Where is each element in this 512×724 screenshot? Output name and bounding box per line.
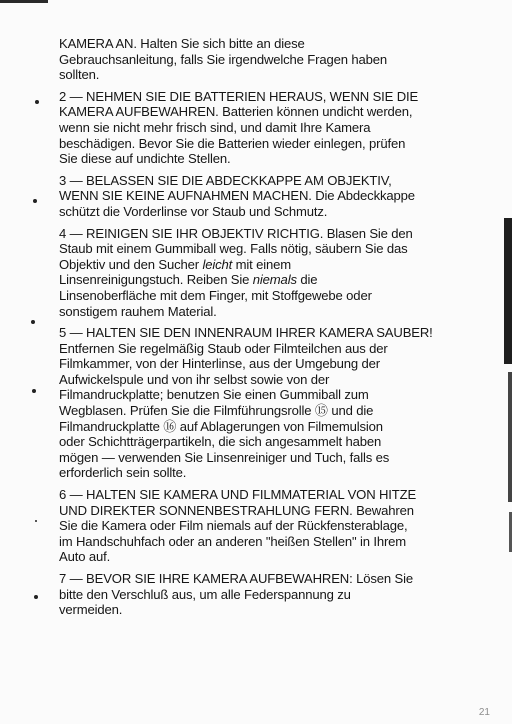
text-line: Sie diese auf undichte Stellen. [59, 151, 231, 167]
text-line: 3 — BELASSEN SIE DIE ABDECKKAPPE AM OBJEKTIV, [59, 172, 392, 188]
text-line: beschädigen. Bevor Sie die Batterien wieder einlegen, prüfen [59, 135, 406, 151]
text-line [59, 257, 491, 273]
paragraph-4-clean-lens [59, 226, 491, 320]
text-line [59, 272, 491, 288]
text-line: vermeiden. [59, 602, 123, 618]
paragraph-intro-continued [59, 36, 491, 83]
text-line: Wegblasen. Prüfen Sie die Filmführungsrolle ⑮ und die [59, 403, 374, 419]
scan-binding-edge [508, 372, 512, 502]
margin-dot [32, 389, 36, 393]
text-run: Linsenreinigungstuch. Reiben Sie [59, 272, 253, 288]
text-line: 5 — HALTEN SIE DEN INNENRAUM IHRER KAMERA SAUBER! [59, 325, 433, 341]
text-line: schützt die Vorderlinse vor Staub und Schmutz. [59, 203, 328, 219]
text-line: 2 — NEHMEN SIE DIE BATTERIEN HERAUS, WENN SIE DIE [59, 88, 419, 104]
margin-dot [35, 100, 39, 104]
text-line: WENN SIE KEINE AUFNAHMEN MACHEN. Die Abdeckkappe [59, 188, 415, 204]
text-line: sollten. [59, 67, 100, 83]
text-line: sonstigem rauhem Material. [59, 303, 217, 319]
emphasis-niemals: niemals [252, 272, 297, 288]
text-line: erforderlich sein sollte. [59, 465, 187, 481]
manual-text-column [59, 36, 491, 618]
scan-edge-mark [0, 0, 48, 3]
text-line: Staub mit einem Gummiball weg. Falls nötig, säubern Sie das [59, 241, 408, 257]
text-line: Entfernen Sie regelmäßig Staub oder Filmteilchen aus der [59, 340, 388, 356]
text-run: Objektiv und den Sucher [59, 256, 203, 272]
text-line: mögen — verwenden Sie Linsenreiniger und Tuch, falls es [59, 449, 390, 465]
paragraph-7-storage [59, 571, 491, 618]
text-line: Filmandruckplatte; benutzen Sie einen Gummiball zum [59, 387, 369, 403]
margin-dot [31, 320, 35, 324]
text-line: UND DIREKTER SONNENBESTRAHLUNG FERN. Bewahren [59, 502, 414, 518]
text-run: mit einem [232, 256, 292, 272]
text-line: Filmandruckplatte ⑯ auf Ablagerungen von Filmemulsion [59, 418, 383, 434]
text-line: Gebrauchsanleitung, falls Sie irgendwelche Fragen haben [59, 51, 388, 67]
text-line: oder Schichtträgerpartikeln, die sich angesammelt haben [59, 434, 382, 450]
text-line: Filmkammer, von der Hinterlinse, aus der Umgebung der [59, 356, 380, 372]
margin-dot [34, 595, 38, 599]
margin-dot [33, 199, 37, 203]
text-line: wenn sie nicht mehr frisch sind, und damit Ihre Kamera [59, 119, 371, 135]
text-line: 7 — BEVOR SIE IHRE KAMERA AUFBEWAHREN: Lösen Sie [59, 571, 413, 586]
text-run: die [296, 272, 318, 288]
text-line: Aufwickelspule und von ihr selbst sowie von der [59, 371, 330, 387]
margin-dot [35, 520, 37, 522]
text-line: Sie die Kamera oder Film niemals auf der Rückfensterablage, [59, 518, 408, 534]
paragraph-3-lens-cap [59, 173, 491, 220]
page-number: 21 [478, 707, 490, 718]
paragraph-5-interior [59, 325, 491, 481]
text-line: Auto auf. [59, 549, 111, 565]
text-line: KAMERA AUFBEWAHREN. Batterien können undicht werden, [59, 104, 413, 120]
emphasis-leicht: leicht [202, 256, 233, 272]
scan-binding-edge [504, 218, 512, 364]
paragraph-2-batteries [59, 89, 491, 167]
text-line: KAMERA AN. Halten Sie sich bitte an diese [59, 36, 305, 51]
text-line: 6 — HALTEN SIE KAMERA UND FILMMATERIAL VON HITZE [59, 487, 417, 503]
text-line: bitte den Verschluß aus, um alle Federspannung zu [59, 586, 351, 602]
text-line: im Handschuhfach oder an anderen "heißen Stellen" in Ihrem [59, 533, 407, 549]
paragraph-6-heat [59, 487, 491, 565]
text-line: 4 — REINIGEN SIE IHR OBJEKTIV RICHTIG. Blasen Sie den [59, 225, 413, 241]
text-line: Linsenoberfläche mit dem Finger, mit Stoffgewebe oder [59, 287, 372, 303]
